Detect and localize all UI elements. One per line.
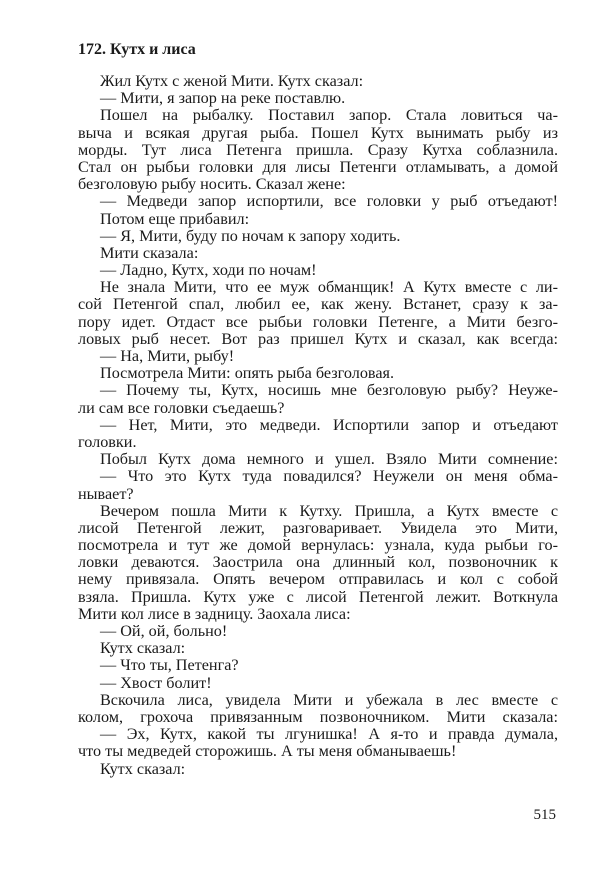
text-line: — Ой, ой, больно! xyxy=(100,622,228,640)
text-line: — На, Мити, рыбу! xyxy=(100,347,235,365)
text-line: Потом еще прибавил: xyxy=(100,209,250,228)
text-line: Мити кол лисе в задницу. Заохала лиса: xyxy=(78,604,351,623)
text-line: Мити сказала: xyxy=(100,243,199,262)
text-line: ли сам все головки съедаешь? xyxy=(78,398,285,417)
story-title: 172. Кутх и лиса xyxy=(78,41,196,58)
text-line: Не знала Мити, что ее муж обманщик! А Кутх вместе с ли- xyxy=(100,278,558,297)
text-line: безголовую рыбу носить. Сказал жене: xyxy=(78,175,346,194)
text-line: Вскочила лиса, увидела Мити и убежала в лес вместе с xyxy=(100,690,558,709)
text-line: — Ладно, Кутх, ходи по ночам! xyxy=(100,261,317,280)
text-line: ловых рыб несет. Вот раз пришел Кутх и сказал, как всегда: xyxy=(78,329,558,348)
text-line: — Почему ты, Кутх, носишь мне безголовую рыбу? Неуже- xyxy=(100,381,558,400)
text-line: — Хвост болит! xyxy=(100,673,212,692)
text-line: Кутх сказал: xyxy=(100,759,186,778)
text-line: Жил Кутх с женой Мити. Кутх сказал: xyxy=(100,72,364,90)
text-line: пору идет. Отдаст все рыбьи головки Петенге, а Мити безго- xyxy=(78,312,558,331)
text-line: выча и всякая другая рыба. Пошел Кутх вынимать рыбу из xyxy=(78,123,558,142)
story-body xyxy=(78,73,558,778)
text-line: Кутх сказал: xyxy=(100,639,186,658)
text-line: Стал он рыбьи головки для лисы Петенги отламывать, а домой xyxy=(78,157,558,176)
text-line: — Медведи запор испортили, все головки у рыб отъедают! xyxy=(100,192,558,211)
text-line: ловки деваются. Заострила она длинный кол, позвоночник к xyxy=(78,553,558,572)
text-line: колом, грохоча привязанным позвоночником. Мити сказала: xyxy=(78,707,558,726)
text-line: — Я, Мити, буду по ночам к запору ходить. xyxy=(100,226,401,245)
text-line: Посмотрела Мити: опять рыба безголовая. xyxy=(100,364,395,383)
text-line: — Эх, Кутх, какой ты лгунишка! А я-то и правда думала, xyxy=(100,725,558,744)
text-line: Вечером пошла Мити к Кутху. Пришла, а Кутх вместе с xyxy=(100,501,558,520)
text-line: что ты медведей сторожишь. А ты меня обманываешь! xyxy=(78,742,457,761)
text-line: лисой Петенгой лежит, разговаривает. Увидела это Мити, xyxy=(78,518,558,537)
page-number: 515 xyxy=(533,807,556,823)
text-line: морды. Тут лиса Петенга пришла. Сразу Кутха соблазнила. xyxy=(78,140,558,159)
text-line: взяла. Пришла. Кутх уже с лисой Петенгой лежит. Воткнула xyxy=(78,587,558,606)
text-line: Пошел на рыбалку. Поставил запор. Стала ловиться ча- xyxy=(100,106,558,125)
text-line: посмотрела и тут же домой вернулась: узнала, куда рыбьи го- xyxy=(78,536,558,555)
text-line: нему привязала. Опять вечером отправилась и кол с собой xyxy=(78,570,558,589)
text-line: — Что это Кутх туда повадился? Неужели он меня обма- xyxy=(100,467,558,486)
text-line: — Мити, я запор на реке поставлю. xyxy=(100,89,346,108)
text-line: — Нет, Мити, это медведи. Испортили запор и отъедают xyxy=(100,415,558,434)
text-line: сой Петенгой спал, любил ее, как жену. Встанет, сразу к за- xyxy=(78,295,558,314)
text-line: нывает? xyxy=(78,484,134,503)
text-line: — Что ты, Петенга? xyxy=(100,656,239,675)
text-line: Побыл Кутх дома немного и ушел. Взяло Мити сомнение: xyxy=(100,450,558,469)
text-line: головки. xyxy=(78,432,137,451)
